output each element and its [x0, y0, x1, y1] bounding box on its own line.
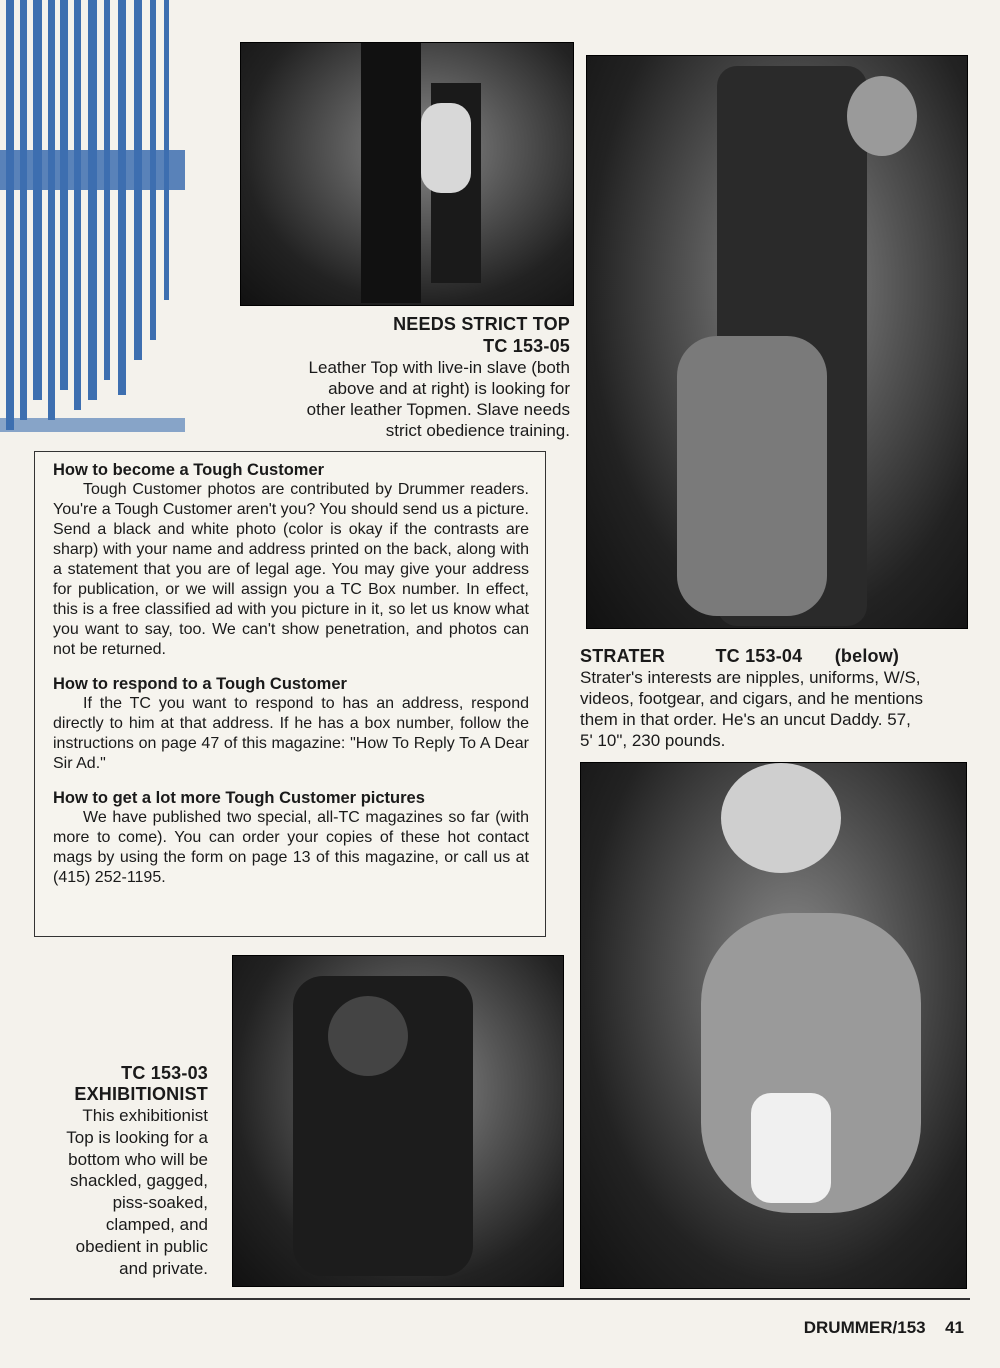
info-body-respond: If the TC you want to respond to has an address, respond directly to him at that address. If he has a box number, follow the instructions on page 47 of this magazine: "How To Reply To A Dear Sir Ad." — [53, 695, 529, 772]
tc-153-03-code: TC 153-03 — [121, 1063, 208, 1083]
tc-153-04-title: STRATER TC 153-04 (below) — [580, 646, 900, 666]
tc-153-03-description: This exhibitionist Top is looking for a bottom who will be shackled, gagged, piss-soaked, clamped, and obedient in public and private. — [66, 1106, 208, 1278]
photo-leather-top — [240, 42, 574, 306]
info-body-become: Tough Customer photos are contributed by Drummer readers. You're a Tough Customer aren't you? You should send us a picture. Send a black and white photo (color is okay if the contrasts are sharp) with your name and address printed on the back, along with a statement that you are of legal age. You may give your address for publication, or we will assign you a TC Box number. In effect, this is a free classified ad with you picture in it, so let us know what you want to say, too. We can't show penetration, and photos can not be returned. — [53, 481, 529, 658]
tc-153-04-description: Strater's interests are nipples, uniforms, W/S, videos, footgear, and cigars, and he mentions them in that order. He's an uncut Daddy. 57, 5' 10", 230 pounds. — [580, 668, 924, 750]
tc-153-05-title: NEEDS STRICT TOP — [393, 314, 570, 334]
decorative-bars — [0, 0, 190, 440]
tc-153-05-description: Leather Top with live-in slave (both above and at right) is looking for other leather Topmen. Slave needs strict obedience training. — [306, 358, 570, 440]
info-body-more: We have published two special, all-TC magazines so far (with more to come). You can order your copies of these hot contact mags by using the form on page 13 of this magazine, or call us at (415) 252-1195. — [53, 809, 529, 886]
tc-153-05-code: TC 153-05 — [483, 336, 570, 356]
magazine-issue: DRUMMER/153 — [803, 1318, 926, 1337]
page-number: 41 — [945, 1318, 964, 1337]
footer-rule — [30, 1298, 970, 1300]
info-heading-respond: How to respond to a Tough Customer — [53, 675, 347, 693]
info-box — [34, 451, 546, 937]
info-heading-become: How to become a Tough Customer — [53, 461, 325, 479]
info-heading-more: How to get a lot more Tough Customer pictures — [53, 789, 425, 807]
tc-153-03-title: EXHIBITIONIST — [74, 1084, 208, 1104]
photo-slave-harness — [586, 55, 968, 629]
photo-exhibitionist — [232, 955, 564, 1287]
page-footer — [804, 1318, 964, 1338]
photo-strater — [580, 762, 967, 1289]
